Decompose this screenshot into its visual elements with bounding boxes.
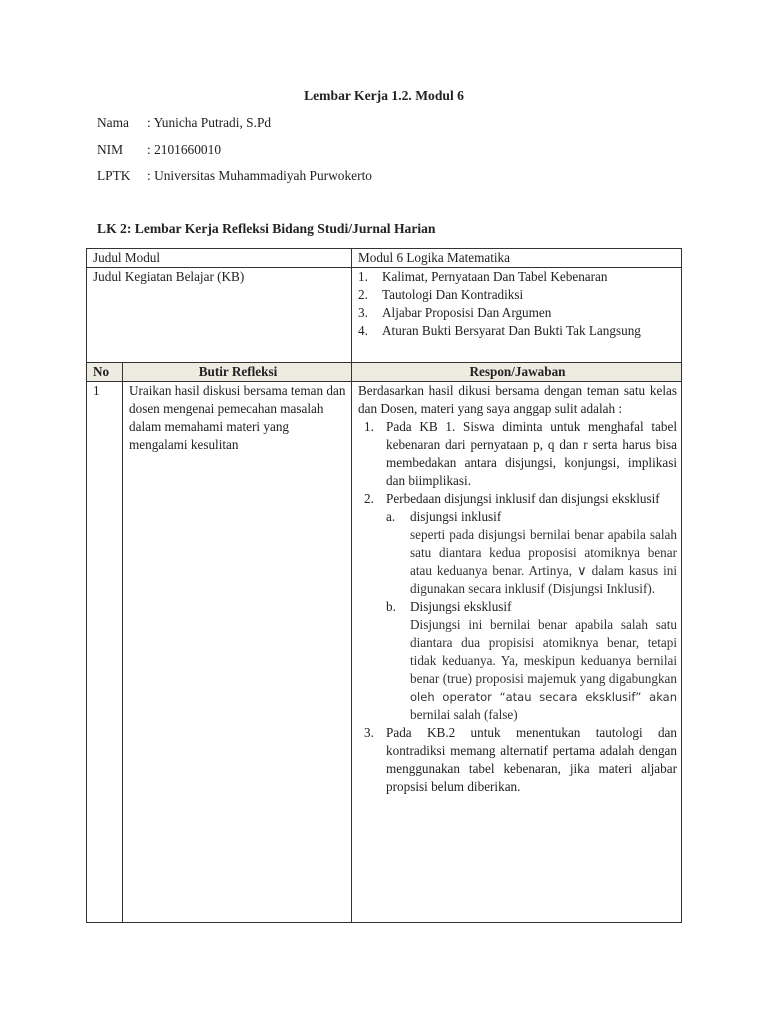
sub-list-item: a. disjungsi inklusif seperti pada disjungsi bernilai benar apabila salah satu diantara kedua proposisi atomiknya benar atau keduanya benar. Artinya, ∨ dalam kasus ini digunakan secara inklusif (Disjungsi Inklusif).: [386, 509, 678, 596]
table-row: [87, 268, 682, 363]
header-butir: Butir Refleksi: [123, 363, 352, 382]
sub-item-body: Disjungsi ini bernilai benar apabila salah satu diantara dua propisisi atomiknya benar, tetapi tidak keduanya. Ya, meskipun keduanya bernilai benar (true) proposisi majemuk yang digabungkan oleh operator “atau secara eksklusif” akan bernilai salah (false): [410, 617, 678, 722]
header-no: No: [87, 363, 123, 382]
info-label: NIM: [97, 142, 124, 157]
list-item: 3. Aljabar Proposisi Dan Argumen: [358, 305, 552, 320]
reflection-table: [86, 248, 682, 923]
judul-kb-label: Judul Kegiatan Belajar (KB): [87, 268, 352, 363]
list-item: 4. Aturan Bukti Bersyarat Dan Bukti Tak Langsung: [358, 323, 641, 338]
list-item: 3. Pada KB.2 untuk menentukan tautologi dan kontradiksi memang alternatif pertama adalah dengan menggunakan tabel kebenaran, jika materi aljabar propsisi belum diberikan.: [364, 725, 678, 794]
kb-list-cell: [352, 268, 682, 363]
sub-item-title: disjungsi inklusif: [410, 509, 502, 524]
info-row-lptk: [97, 168, 372, 184]
info-label: LPTK: [97, 168, 131, 183]
judul-modul-value: Modul 6 Logika Matematika: [352, 249, 682, 268]
kb-list: [358, 268, 677, 340]
sub-item-body-sans: oleh operator “atau secara eksklusif” akan: [410, 690, 678, 704]
list-item: 1. Pada KB 1. Siswa diminta untuk menghafal tabel kebenaran dari pernyataan p, q dan r serta harus bisa membedakan antara disjungsi, konjungsi, implikasi dan biimplikasi.: [364, 419, 678, 488]
sub-list: [386, 508, 677, 724]
document-title: Lembar Kerja 1.2. Modul 6: [304, 88, 464, 103]
respon-cell: [352, 382, 682, 923]
info-label: Nama: [97, 115, 129, 130]
sub-item-title: Disjungsi eksklusif: [410, 599, 512, 614]
list-item: 2. Tautologi Dan Kontradiksi: [358, 287, 524, 302]
list-item: 1. Kalimat, Pernyataan Dan Tabel Kebenaran: [358, 269, 608, 284]
info-row-nama: [97, 115, 272, 131]
respon-intro: Berdasarkan hasil dikusi bersama dengan teman satu kelas dan Dosen, materi yang saya anggap sulit adalah :: [358, 383, 678, 416]
table-header-row: [87, 363, 682, 382]
section-heading: LK 2: Lembar Kerja Refleksi Bidang Studi/Jurnal Harian: [97, 221, 436, 236]
info-value: : 2101660010: [147, 142, 222, 157]
butir-refleksi-text: Uraikan hasil diskusi bersama teman dan dosen mengenai pemecahan masalah dalam memahami materi yang mengalami kesulitan: [123, 382, 352, 923]
info-row-nim: [97, 142, 222, 158]
header-respon: Respon/Jawaban: [352, 363, 682, 382]
table-row: [87, 382, 682, 923]
judul-modul-label: Judul Modul: [87, 249, 352, 268]
info-value: : Yunicha Putradi, S.Pd: [147, 115, 272, 130]
list-item: 2. Perbedaan disjungsi inklusif dan disjungsi eksklusif a. disjungsi inklusif seperti pada disjungsi bernilai benar apabila salah satu diantara kedua proposisi atomiknya benar atau keduanya benar. Artinya, ∨ dalam kasus ini digunakan secara inklusif (Disjungsi Inklusif). b. Disjungsi eksklusif Disjungsi ini bernilai benar apabila salah satu diantara dua propisisi atomiknya benar, tetapi tidak keduanya. Ya, meskipun keduanya bernilai benar (true) proposisi majemuk yang digabungkan oleh operator “atau secara eksklusif” akan bernilai salah (false): [364, 491, 678, 722]
sub-list-item: b. Disjungsi eksklusif Disjungsi ini bernilai benar apabila salah satu diantara dua propisisi atomiknya benar, tetapi tidak keduanya. Ya, meskipun keduanya bernilai benar (true) proposisi majemuk yang digabungkan oleh operator “atau secara eksklusif” akan bernilai salah (false): [386, 599, 678, 722]
respon-list: [358, 418, 677, 796]
table-row: [87, 249, 682, 268]
row-number: 1: [87, 382, 123, 923]
sub-item-body: seperti pada disjungsi bernilai benar apabila salah satu diantara kedua proposisi atomiknya benar atau keduanya benar. Artinya, ∨ dalam kasus ini digunakan secara inklusif (Disjungsi Inklusif).: [410, 527, 678, 596]
info-value: : Universitas Muhammadiyah Purwokerto: [147, 168, 372, 183]
